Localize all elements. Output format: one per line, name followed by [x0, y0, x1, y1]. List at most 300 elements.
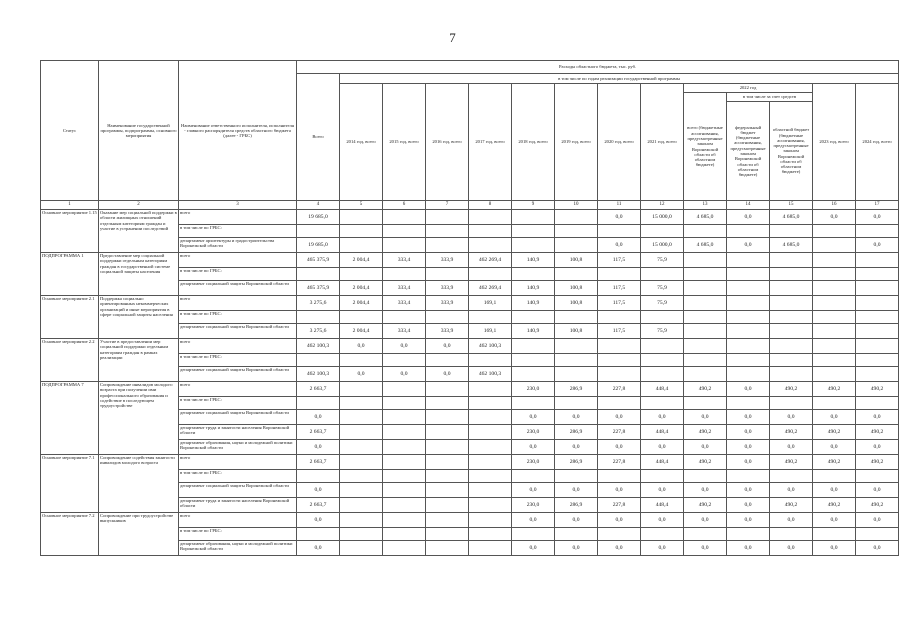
value-cell	[813, 397, 856, 410]
value-cell	[297, 397, 340, 410]
column-number: 6	[383, 201, 426, 210]
executor-cell: департамент образования, науки и молодежной политики Воронежской области	[179, 440, 297, 455]
value-cell	[512, 339, 555, 354]
value-cell	[856, 397, 899, 410]
value-cell: 15 000,0	[641, 210, 684, 225]
executor-cell: департамент архитектуры и градостроительства Воронежской области	[179, 238, 297, 253]
column-number: 4	[297, 201, 340, 210]
header-2023: 2023 год, всего	[813, 84, 856, 201]
value-cell	[684, 528, 727, 541]
value-cell: 0,0	[598, 513, 641, 528]
value-cell: 100,8	[555, 324, 598, 339]
value-cell: 0,0	[684, 541, 727, 556]
value-cell: 0,0	[813, 440, 856, 455]
value-cell	[426, 210, 469, 225]
table-row	[41, 513, 899, 528]
value-cell	[469, 541, 512, 556]
value-cell: 333,9	[426, 253, 469, 268]
value-cell	[383, 440, 426, 455]
header-2019: 2019 год, всего	[555, 84, 598, 201]
value-cell	[383, 238, 426, 253]
value-cell: 333,4	[383, 324, 426, 339]
value-cell: 0,0	[555, 483, 598, 498]
value-cell: 286,9	[555, 455, 598, 470]
value-cell: 448,4	[641, 425, 684, 440]
value-cell: 0,0	[813, 483, 856, 498]
value-cell	[727, 354, 770, 367]
value-cell: 0,0	[598, 541, 641, 556]
value-cell: 100,8	[555, 296, 598, 311]
header-2014: 2014 год, всего	[340, 84, 383, 201]
value-cell	[469, 425, 512, 440]
value-cell	[297, 354, 340, 367]
value-cell: 230,0	[512, 382, 555, 397]
value-cell	[598, 268, 641, 281]
header-status: Статус	[41, 61, 99, 201]
value-cell	[469, 311, 512, 324]
value-cell	[340, 541, 383, 556]
value-cell: 490,2	[856, 425, 899, 440]
value-cell: 0,0	[297, 410, 340, 425]
value-cell: 0,0	[770, 483, 813, 498]
value-cell	[297, 470, 340, 483]
value-cell	[340, 210, 383, 225]
header-federal: федеральный бюджет (бюджетные ассигнования, предусмотренные законом Воронежской области об областном бюджете)	[727, 102, 770, 201]
value-cell: 0,0	[727, 410, 770, 425]
value-cell	[469, 268, 512, 281]
status-cell: ПОДПРОГРАММА 7	[41, 382, 99, 455]
value-cell: 100,8	[555, 253, 598, 268]
value-cell	[684, 470, 727, 483]
executor-cell: всего	[179, 210, 297, 225]
executor-cell: всего	[179, 513, 297, 528]
value-cell	[727, 225, 770, 238]
table-row	[41, 382, 899, 397]
value-cell: 0,0	[813, 541, 856, 556]
value-cell	[856, 225, 899, 238]
budget-table	[40, 60, 899, 556]
header-total: Всего	[297, 74, 340, 201]
value-cell	[684, 324, 727, 339]
value-cell	[813, 339, 856, 354]
executor-cell: в том числе по ГРБС:	[179, 528, 297, 541]
executor-cell: департамент социальной защиты Воронежской области	[179, 281, 297, 296]
executor-cell: в том числе по ГРБС:	[179, 397, 297, 410]
value-cell	[555, 238, 598, 253]
value-cell: 3 275,6	[297, 324, 340, 339]
table-row	[41, 296, 899, 311]
value-cell: 0,0	[813, 210, 856, 225]
value-cell: 0,0	[727, 440, 770, 455]
value-cell: 490,2	[684, 425, 727, 440]
value-cell	[727, 367, 770, 382]
value-cell: 490,2	[813, 382, 856, 397]
value-cell: 0,0	[297, 440, 340, 455]
executor-cell: департамент труда и занятости населения Воронежской области	[179, 498, 297, 513]
value-cell: 117,5	[598, 281, 641, 296]
value-cell	[598, 397, 641, 410]
value-cell	[555, 397, 598, 410]
header-2015: 2015 год, всего	[383, 84, 426, 201]
value-cell	[555, 210, 598, 225]
value-cell	[727, 253, 770, 268]
value-cell	[598, 470, 641, 483]
value-cell: 448,4	[641, 382, 684, 397]
value-cell	[512, 470, 555, 483]
column-number: 7	[426, 201, 469, 210]
value-cell: 490,2	[684, 498, 727, 513]
value-cell	[684, 225, 727, 238]
value-cell	[383, 455, 426, 470]
value-cell	[555, 311, 598, 324]
value-cell	[383, 410, 426, 425]
value-cell	[340, 513, 383, 528]
executor-cell: в том числе по ГРБС:	[179, 268, 297, 281]
value-cell: 4 685,0	[770, 238, 813, 253]
executor-cell: всего	[179, 455, 297, 470]
header-2018: 2018 год, всего	[512, 84, 555, 201]
value-cell: 0,0	[426, 367, 469, 382]
value-cell	[426, 397, 469, 410]
value-cell	[641, 339, 684, 354]
value-cell: 0,0	[555, 513, 598, 528]
value-cell: 0,0	[727, 483, 770, 498]
value-cell	[340, 268, 383, 281]
value-cell	[856, 268, 899, 281]
value-cell	[813, 311, 856, 324]
program-name-cell: Предоставление мер социальной поддержки отдельным категориям граждан в государственной системе социальной защиты населения	[99, 253, 179, 296]
value-cell: 490,2	[684, 382, 727, 397]
value-cell: 100,8	[555, 281, 598, 296]
value-cell	[512, 367, 555, 382]
value-cell	[383, 541, 426, 556]
value-cell	[426, 483, 469, 498]
value-cell	[813, 324, 856, 339]
value-cell	[856, 354, 899, 367]
value-cell: 75,9	[641, 281, 684, 296]
value-cell	[340, 425, 383, 440]
value-cell	[813, 253, 856, 268]
value-cell	[727, 296, 770, 311]
value-cell	[512, 238, 555, 253]
value-cell	[813, 367, 856, 382]
executor-cell: всего	[179, 339, 297, 354]
value-cell	[598, 528, 641, 541]
value-cell	[383, 354, 426, 367]
header-by-years: в том числе по годам реализации государственной программы	[340, 74, 899, 84]
column-number: 13	[684, 201, 727, 210]
value-cell: 0,0	[856, 210, 899, 225]
value-cell	[856, 296, 899, 311]
value-cell: 0,0	[727, 210, 770, 225]
executor-cell: всего	[179, 253, 297, 268]
table-header	[41, 61, 899, 210]
header-2016: 2016 год, всего	[426, 84, 469, 201]
column-number: 8	[469, 201, 512, 210]
column-number: 17	[856, 201, 899, 210]
value-cell: 462 100,3	[297, 367, 340, 382]
value-cell	[383, 382, 426, 397]
value-cell: 0,0	[727, 541, 770, 556]
value-cell: 490,2	[813, 425, 856, 440]
value-cell	[684, 253, 727, 268]
value-cell: 462 100,3	[469, 367, 512, 382]
program-name-cell: Сопровождение содействия занятости инвалидов молодого возраста	[99, 455, 179, 513]
value-cell	[727, 339, 770, 354]
value-cell: 230,0	[512, 425, 555, 440]
executor-cell: департамент социальной защиты Воронежской области	[179, 324, 297, 339]
value-cell: 490,2	[770, 455, 813, 470]
value-cell	[684, 296, 727, 311]
value-cell	[727, 281, 770, 296]
value-cell: 0,0	[727, 425, 770, 440]
value-cell: 0,0	[684, 483, 727, 498]
value-cell	[813, 296, 856, 311]
value-cell	[813, 268, 856, 281]
value-cell: 0,0	[856, 483, 899, 498]
value-cell: 0,0	[641, 513, 684, 528]
value-cell	[813, 528, 856, 541]
value-cell	[770, 268, 813, 281]
executor-cell: департамент социальной защиты Воронежской области	[179, 367, 297, 382]
header-2017: 2017 год, всего	[469, 84, 512, 201]
value-cell: 0,0	[641, 440, 684, 455]
table-row	[41, 210, 899, 225]
value-cell: 140,9	[512, 324, 555, 339]
value-cell	[426, 382, 469, 397]
value-cell: 19 685,0	[297, 210, 340, 225]
value-cell	[340, 483, 383, 498]
value-cell: 0,0	[297, 483, 340, 498]
value-cell: 2 663,7	[297, 382, 340, 397]
value-cell	[684, 397, 727, 410]
header-program-name: Наименование государственной программы, подпрограммы, основного мероприятия	[99, 61, 179, 201]
value-cell	[641, 367, 684, 382]
executor-cell: департамент социальной защиты Воронежской области	[179, 483, 297, 498]
value-cell: 2 663,7	[297, 425, 340, 440]
column-number: 16	[813, 201, 856, 210]
value-cell: 462 269,4	[469, 253, 512, 268]
value-cell: 227,8	[598, 382, 641, 397]
value-cell: 0,0	[641, 483, 684, 498]
value-cell: 462 100,3	[469, 339, 512, 354]
value-cell	[555, 528, 598, 541]
program-name-cell: Поддержка социально ориентированных некоммерческих организаций и иные мероприятия в сфере социальной защиты населения	[99, 296, 179, 339]
value-cell	[727, 268, 770, 281]
value-cell	[340, 410, 383, 425]
executor-cell: всего	[179, 382, 297, 397]
value-cell: 0,0	[383, 367, 426, 382]
value-cell	[813, 354, 856, 367]
value-cell: 75,9	[641, 296, 684, 311]
value-cell	[426, 528, 469, 541]
value-cell	[727, 311, 770, 324]
value-cell: 333,4	[383, 296, 426, 311]
executor-cell: в том числе по ГРБС:	[179, 311, 297, 324]
value-cell	[383, 210, 426, 225]
column-number: 10	[555, 201, 598, 210]
value-cell: 140,9	[512, 253, 555, 268]
value-cell: 286,9	[555, 425, 598, 440]
value-cell	[340, 397, 383, 410]
value-cell: 448,4	[641, 455, 684, 470]
value-cell: 0,0	[856, 541, 899, 556]
value-cell	[555, 225, 598, 238]
value-cell	[813, 281, 856, 296]
value-cell	[469, 410, 512, 425]
value-cell: 0,0	[684, 440, 727, 455]
value-cell	[770, 528, 813, 541]
value-cell	[598, 367, 641, 382]
value-cell	[426, 498, 469, 513]
value-cell	[297, 528, 340, 541]
value-cell: 0,0	[856, 440, 899, 455]
value-cell	[813, 470, 856, 483]
value-cell: 0,0	[727, 513, 770, 528]
value-cell: 0,0	[770, 440, 813, 455]
column-number: 15	[770, 201, 813, 210]
value-cell: 0,0	[813, 513, 856, 528]
value-cell: 0,0	[770, 513, 813, 528]
value-cell	[512, 225, 555, 238]
executor-cell: департамент социальной защиты Воронежской области	[179, 410, 297, 425]
value-cell: 0,0	[727, 382, 770, 397]
value-cell: 0,0	[340, 339, 383, 354]
value-cell	[426, 470, 469, 483]
value-cell: 230,0	[512, 498, 555, 513]
value-cell	[340, 470, 383, 483]
value-cell: 333,9	[426, 281, 469, 296]
value-cell	[426, 455, 469, 470]
value-cell	[426, 354, 469, 367]
value-cell	[469, 483, 512, 498]
value-cell	[598, 339, 641, 354]
value-cell	[469, 238, 512, 253]
status-cell: Основное мероприятие 7.2	[41, 513, 99, 556]
column-number: 2	[99, 201, 179, 210]
value-cell	[598, 225, 641, 238]
value-cell	[426, 440, 469, 455]
header-2022: 2022 год	[684, 84, 813, 93]
value-cell	[684, 367, 727, 382]
value-cell	[727, 324, 770, 339]
executor-cell: в том числе по ГРБС:	[179, 225, 297, 238]
value-cell: 169,1	[469, 324, 512, 339]
value-cell: 227,8	[598, 455, 641, 470]
value-cell	[383, 397, 426, 410]
value-cell	[856, 253, 899, 268]
value-cell	[383, 425, 426, 440]
executor-cell: в том числе по ГРБС:	[179, 354, 297, 367]
value-cell	[469, 528, 512, 541]
value-cell: 490,2	[813, 498, 856, 513]
value-cell	[469, 498, 512, 513]
value-cell	[641, 470, 684, 483]
value-cell	[770, 225, 813, 238]
value-cell: 462 269,4	[469, 281, 512, 296]
value-cell	[340, 354, 383, 367]
value-cell: 2 004,4	[340, 253, 383, 268]
value-cell: 333,9	[426, 324, 469, 339]
value-cell: 4 685,0	[684, 210, 727, 225]
value-cell	[469, 210, 512, 225]
value-cell	[383, 470, 426, 483]
value-cell: 333,4	[383, 253, 426, 268]
value-cell	[770, 281, 813, 296]
value-cell: 15 000,0	[641, 238, 684, 253]
value-cell	[727, 470, 770, 483]
value-cell	[684, 311, 727, 324]
value-cell: 0,0	[598, 440, 641, 455]
value-cell: 490,2	[856, 455, 899, 470]
value-cell	[426, 268, 469, 281]
column-number: 14	[727, 201, 770, 210]
value-cell: 227,8	[598, 425, 641, 440]
value-cell	[770, 354, 813, 367]
value-cell	[770, 339, 813, 354]
value-cell: 0,0	[641, 541, 684, 556]
value-cell	[856, 367, 899, 382]
value-cell: 0,0	[512, 410, 555, 425]
value-cell: 465 375,9	[297, 253, 340, 268]
table-body	[41, 210, 899, 556]
value-cell: 75,9	[641, 324, 684, 339]
value-cell	[598, 311, 641, 324]
value-cell: 0,0	[297, 541, 340, 556]
value-cell	[469, 513, 512, 528]
column-number: 3	[179, 201, 297, 210]
value-cell	[856, 528, 899, 541]
value-cell	[856, 470, 899, 483]
value-cell	[383, 528, 426, 541]
value-cell: 75,9	[641, 253, 684, 268]
value-cell: 230,0	[512, 455, 555, 470]
value-cell: 0,0	[512, 513, 555, 528]
value-cell	[426, 225, 469, 238]
value-cell	[770, 470, 813, 483]
executor-cell: в том числе по ГРБС:	[179, 470, 297, 483]
value-cell: 462 100,3	[297, 339, 340, 354]
header-executor: Наименование ответственного исполнителя, исполнителя - главного распорядителя средств областного бюджета (далее - ГРБС)	[179, 61, 297, 201]
header-regional: областной бюджет (бюджетные ассигнования, предусмотренные законом Воронежской области об областном бюджете)	[770, 102, 813, 201]
value-cell	[469, 455, 512, 470]
column-number: 5	[340, 201, 383, 210]
column-number: 9	[512, 201, 555, 210]
value-cell	[555, 268, 598, 281]
value-cell: 490,2	[770, 425, 813, 440]
column-numbers-row	[41, 201, 899, 210]
value-cell	[426, 541, 469, 556]
value-cell: 0,0	[512, 440, 555, 455]
table-row	[41, 253, 899, 268]
value-cell	[469, 470, 512, 483]
value-cell: 117,5	[598, 253, 641, 268]
executor-cell: всего	[179, 296, 297, 311]
value-cell	[813, 225, 856, 238]
value-cell	[383, 311, 426, 324]
value-cell: 227,8	[598, 498, 641, 513]
value-cell	[684, 268, 727, 281]
value-cell	[598, 354, 641, 367]
value-cell: 490,2	[770, 382, 813, 397]
column-number: 11	[598, 201, 641, 210]
value-cell	[340, 311, 383, 324]
value-cell: 490,2	[813, 455, 856, 470]
value-cell: 0,0	[856, 410, 899, 425]
value-cell	[512, 210, 555, 225]
value-cell: 0,0	[641, 410, 684, 425]
value-cell: 0,0	[770, 410, 813, 425]
